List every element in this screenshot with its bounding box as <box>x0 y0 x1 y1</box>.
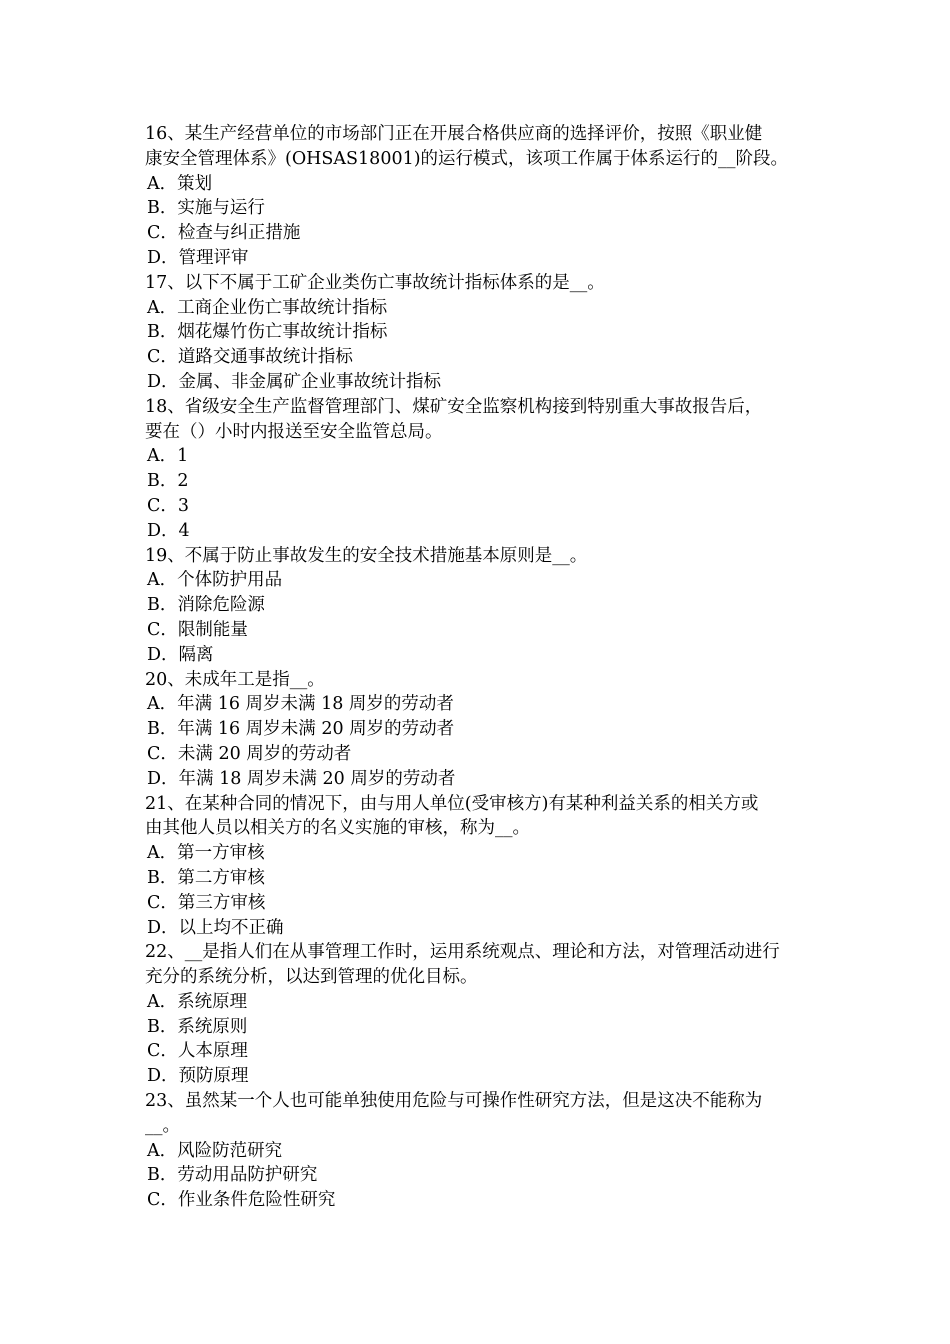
option-b: B．系统原则 <box>147 1016 248 1037</box>
question-23 <box>145 1089 815 1213</box>
option-d: D．以上均不正确 <box>147 917 284 938</box>
option-c: C．3 <box>147 495 190 516</box>
option-d: D．金属、非金属矿企业事故统计指标 <box>147 371 442 392</box>
option-a: A．1 <box>147 446 189 467</box>
question-text: 充分的系统分析，以达到管理的优化目标。 <box>145 967 478 988</box>
question-text: 22、__是指人们在从事管理工作时，运用系统观点、理论和方法，对管理活动进行 <box>145 942 780 963</box>
question-text: 要在（）小时内报送至安全监管总局。 <box>145 421 443 442</box>
question-22 <box>145 940 815 1089</box>
option-a: A．工商企业伤亡事故统计指标 <box>147 297 388 318</box>
question-text: 20、未成年工是指__。 <box>145 669 325 690</box>
option-c: C．作业条件危险性研究 <box>147 1190 336 1211</box>
option-a: A．风险防范研究 <box>147 1140 283 1161</box>
question-text: 18、省级安全生产监督管理部门、煤矿安全监察机构接到特别重大事故报告后， <box>145 396 763 417</box>
option-d: D．4 <box>147 520 190 541</box>
option-c: C．检查与纠正措施 <box>147 223 301 244</box>
question-18 <box>145 395 815 544</box>
option-d: D．年满 18 周岁未满 20 周岁的劳动者 <box>147 768 456 789</box>
question-16 <box>145 122 815 271</box>
option-b: B．实施与运行 <box>147 198 265 219</box>
question-20 <box>145 668 815 792</box>
option-a: A．年满 16 周岁未满 18 周岁的劳动者 <box>147 694 454 715</box>
option-b: B．2 <box>147 471 189 492</box>
option-b: B．年满 16 周岁未满 20 周岁的劳动者 <box>147 719 455 740</box>
question-text: 19、不属于防止事故发生的安全技术措施基本原则是__。 <box>145 545 588 566</box>
option-a: A．第一方审核 <box>147 843 265 864</box>
option-c: C．未满 20 周岁的劳动者 <box>147 743 352 764</box>
option-c: C．人本原理 <box>147 1041 248 1062</box>
option-b: B．劳动用品防护研究 <box>147 1165 318 1186</box>
option-b: B．消除危险源 <box>147 595 265 616</box>
option-c: C．第三方审核 <box>147 892 266 913</box>
question-17 <box>145 271 815 395</box>
option-d: D．预防原理 <box>147 1066 249 1087</box>
option-a: A．系统原理 <box>147 991 248 1012</box>
option-c: C．限制能量 <box>147 619 248 640</box>
option-b: B．第二方审核 <box>147 867 265 888</box>
question-text: 23、虽然某一个人也可能单独使用危险与可操作性研究方法，但是这决不能称为 <box>145 1091 763 1112</box>
question-text: 康安全管理体系》(OHSAS18001)的运行模式，该项工作属于体系运行的__阶段。 <box>145 148 789 169</box>
question-text: __。 <box>145 1115 180 1136</box>
question-text: 17、以下不属于工矿企业类伤亡事故统计指标体系的是__。 <box>145 272 605 293</box>
question-19 <box>145 544 815 668</box>
option-d: D．隔离 <box>147 644 214 665</box>
question-text: 16、某生产经营单位的市场部门正在开展合格供应商的选择评价，按照《职业健 <box>145 124 763 144</box>
option-c: C．道路交通事故统计指标 <box>147 347 353 368</box>
question-text: 由其他人员以相关方的名义实施的审核，称为__。 <box>145 818 530 839</box>
option-b: B．烟花爆竹伤亡事故统计指标 <box>147 322 388 343</box>
question-21 <box>145 792 815 941</box>
option-a: A．策划 <box>147 173 213 194</box>
option-d: D．管理评审 <box>147 247 249 268</box>
option-a: A．个体防护用品 <box>147 570 283 591</box>
question-text: 21、在某种合同的情况下，由与用人单位(受审核方)有某种利益关系的相关方或 <box>145 793 759 814</box>
document-page <box>145 122 815 1213</box>
